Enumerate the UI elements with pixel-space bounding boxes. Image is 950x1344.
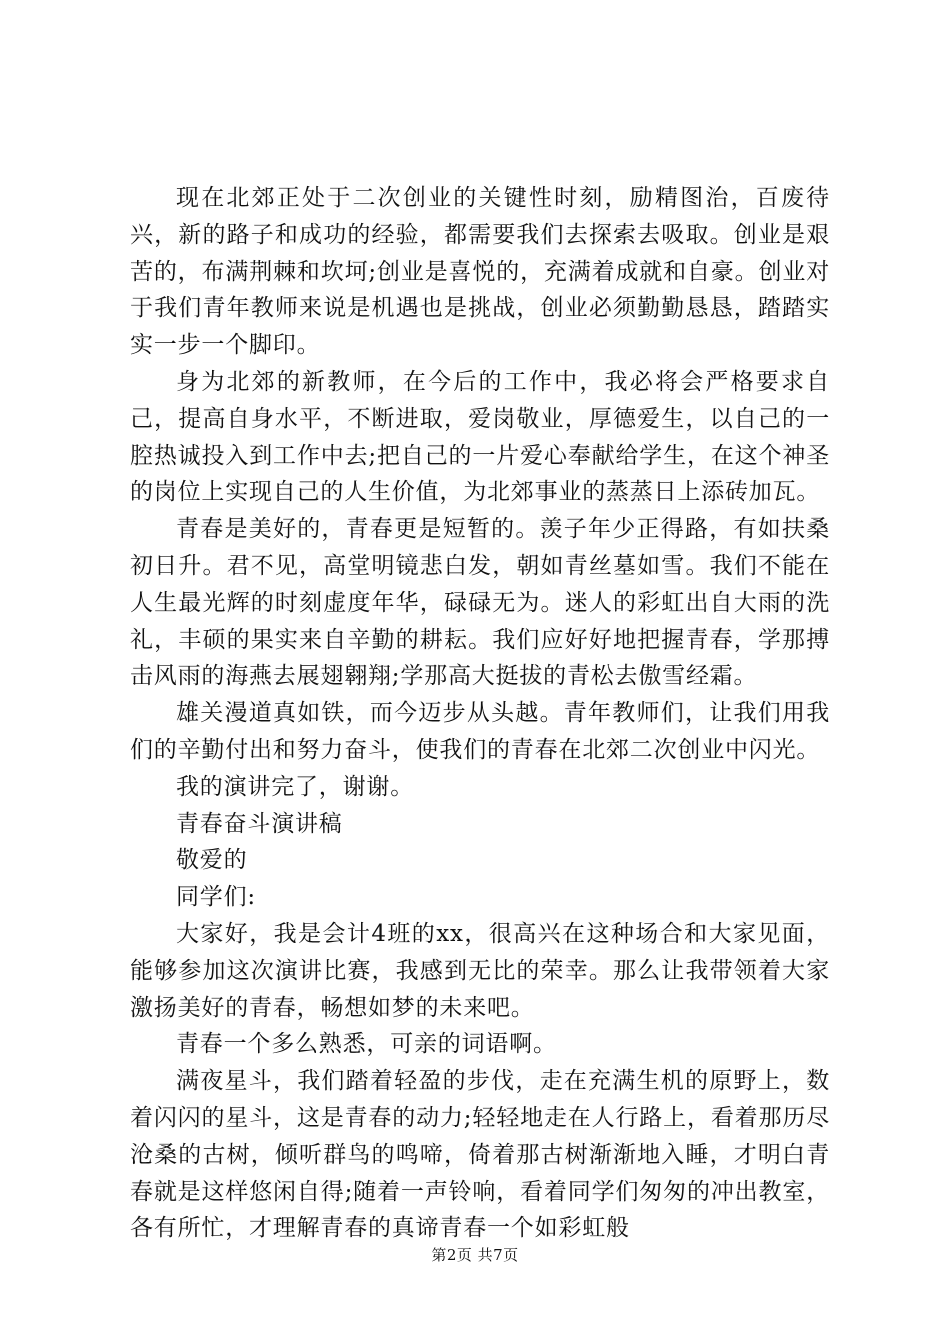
paragraph: 雄关漫道真如铁，而今迈步从头越。青年教师们，让我们用我们的辛勤付出和努力奋斗，使我们的青春在北郊二次创业中闪光。 [130,700,830,763]
section-title: 青春奋斗演讲稿 [176,810,343,837]
paragraph: 大家好，我是会计4班的xx，很高兴在这种场合和大家见面，能够参加这次演讲比赛，我感到无比的荣幸。那么让我带领着大家激扬美好的青春，畅想如梦的未来吧。 [130,920,830,1021]
paragraph: 我的演讲完了，谢谢。 [176,773,414,800]
paragraph: 现在北郊正处于二次创业的关键性时刻，励精图治，百废待兴，新的路子和成功的经验，都需要我们去探索去吸取。创业是艰苦的，布满荆棘和坎坷;创业是喜悦的，充满着成就和自豪。创业对于我们青年教师来说是机遇也是挑战，创业必须勤勤恳恳，踏踏实实一步一个脚印。 [130,185,830,359]
paragraph: 青春是美好的，青春更是短暂的。羡子年少正得路，有如扶桑初日升。君不见，高堂明镜悲白发，朝如青丝墓如雪。我们不能在人生最光辉的时刻虚度年华，碌碌无为。迷人的彩虹出自大雨的洗礼，丰硕的果实来自辛勤的耕耘。我们应好好地把握青春，学那搏击风雨的海燕去展翅翱翔;学那高大挺拔的青松去傲雪经霜。 [130,516,830,690]
paragraph: 青春一个多么熟悉，可亲的词语啊。 [176,1031,557,1058]
document-body [130,180,830,1247]
paragraph: 身为北郊的新教师，在今后的工作中，我必将会严格要求自己，提高自身水平，不断进取，爱岗敬业，厚德爱生，以自己的一腔热诚投入到工作中去;把自己的一片爱心奉献给学生，在这个神圣的岗位上实现自己的人生价值，为北郊事业的蒸蒸日上添砖加瓦。 [130,368,830,506]
paragraph: 满夜星斗，我们踏着轻盈的步伐，走在充满生机的原野上，数着闪闪的星斗，这是青春的动力;轻轻地走在人行路上，看着那历尽沧桑的古树，倾听群鸟的鸣啼，倚着那古树渐渐地入睡，才明白青春就是这样悠闲自得;随着一声铃响，看着同学们匆匆的冲出教室，各有所忙，才理解青春的真谛青春一个如彩虹般 [130,1068,830,1242]
salutation: 同学们: [176,884,256,911]
salutation: 敬爱的 [176,847,248,874]
page-number: 第2页 共7页 [431,1246,519,1264]
